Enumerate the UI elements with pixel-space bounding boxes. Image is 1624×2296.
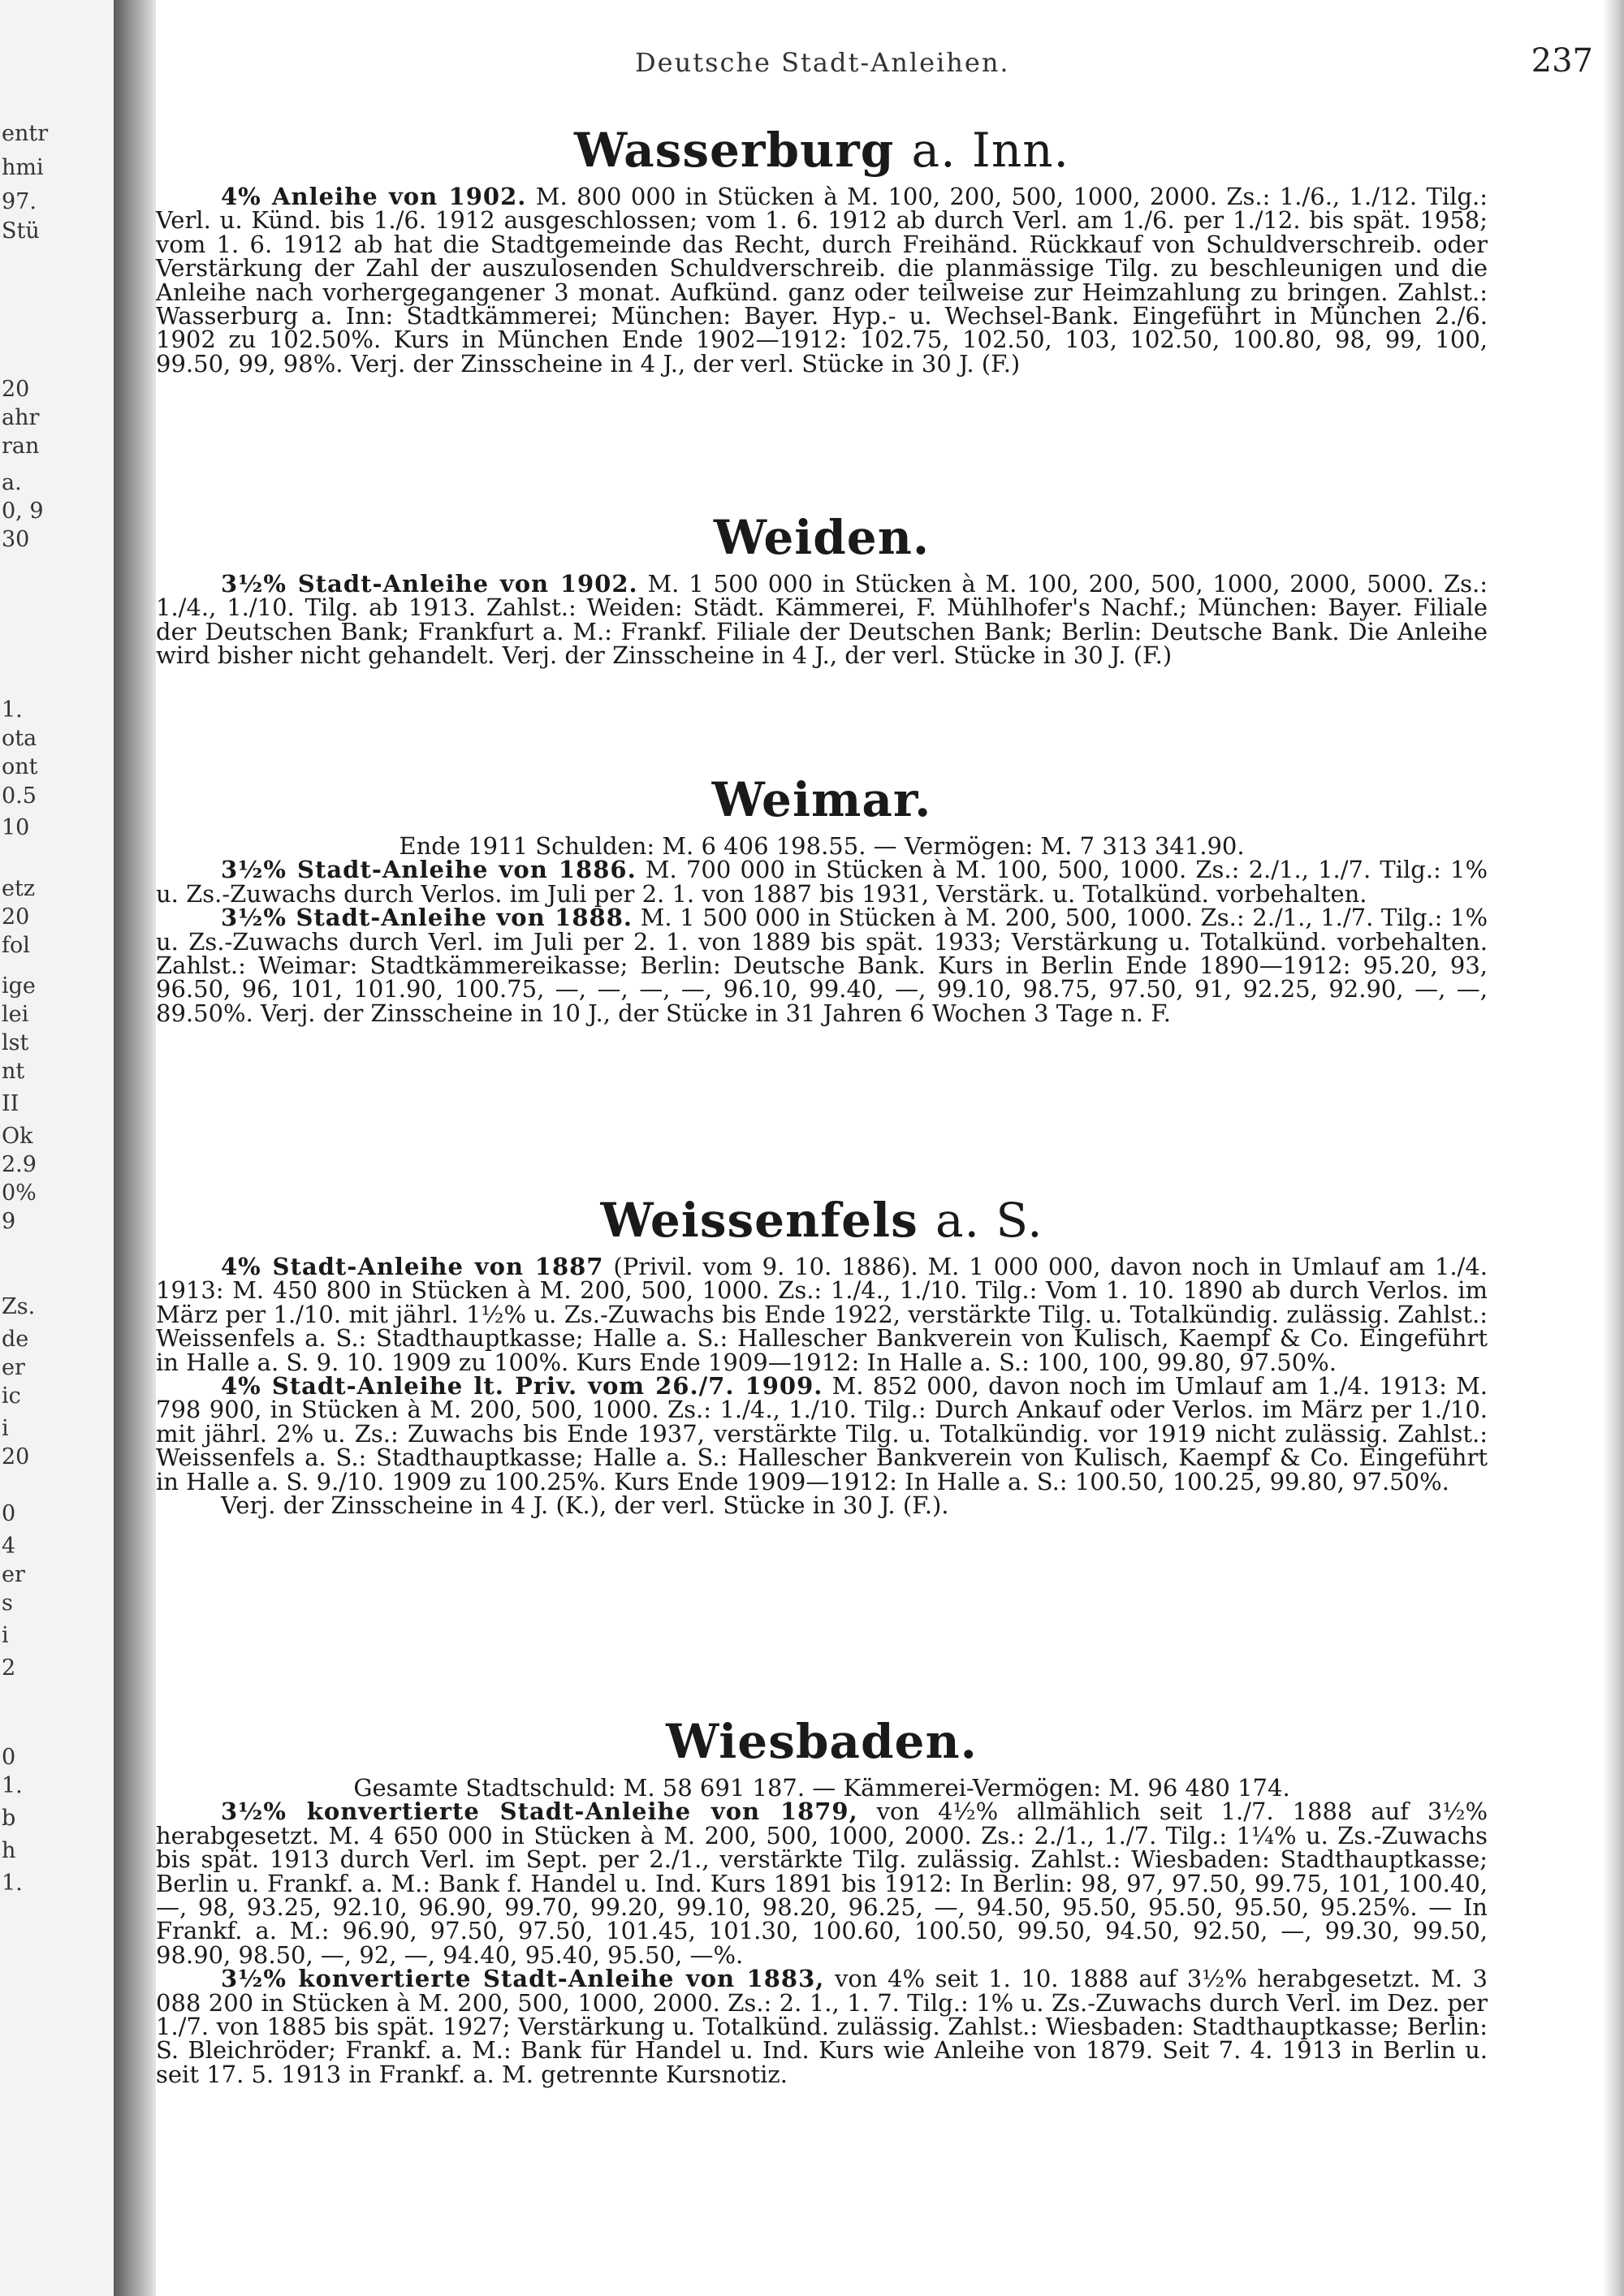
- margin-fragment: 2: [2, 1655, 16, 1681]
- city-heading: [156, 1713, 1488, 1770]
- running-head: Deutsche Stadt-Anleihen.: [635, 47, 1010, 78]
- finance-summary: Gesamte Stadtschuld: M. 58 691 187. — Kämmerei-Vermögen: M. 96 480 174.: [353, 1774, 1290, 1802]
- page-number: 237: [1531, 42, 1593, 80]
- margin-fragment: 0.5: [2, 783, 37, 809]
- loan-text: M. 700 000 in Stücken à M. 100, 500, 1000. Zs.: 2./1., 1./7. Tilg.: 1% u. Zs.-Zuwachs durch Verlos. im Juli per 2. 1. von 1887 bis 1931, Verstärk. u. Totalkünd. vorbehalten.: [156, 856, 1488, 908]
- margin-fragment: 4: [2, 1534, 16, 1559]
- margin-fragment: ota: [2, 726, 37, 751]
- city-name: Weiden.: [713, 510, 931, 565]
- city-name: Weissenfels: [600, 1193, 918, 1248]
- book-gutter: [114, 0, 156, 2296]
- section-wiesbaden: [156, 1713, 1488, 2087]
- city-suffix: a. S.: [935, 1193, 1043, 1248]
- loan-entry: [156, 1255, 1488, 1375]
- loan-entry: [156, 185, 1488, 376]
- section-footer: Verj. der Zinsscheine in 4 J. (K.), der verl. Stücke in 30 J. (F.).: [221, 1491, 949, 1520]
- margin-fragment: i: [2, 1623, 9, 1648]
- loan-entry: [156, 1800, 1488, 1967]
- loan-title: 4% Anleihe von 1902.: [221, 183, 527, 210]
- margin-fragment: 0: [2, 1501, 16, 1526]
- city-name: Weimar.: [711, 772, 932, 827]
- margin-fragment: lst: [2, 1030, 29, 1055]
- loan-title: 3½% Stadt-Anleihe von 1902.: [221, 570, 638, 598]
- margin-fragment: etz: [2, 876, 36, 901]
- section-weimar: [156, 771, 1488, 1025]
- margin-fragment: 0%: [2, 1180, 37, 1206]
- margin-fragment: 20: [2, 377, 30, 402]
- margin-fragment: b: [2, 1806, 16, 1831]
- finance-summary: Ende 1911 Schulden: M. 6 406 198.55. — Vermögen: M. 7 313 341.90.: [399, 832, 1245, 860]
- loan-text: von 4% seit 1. 10. 1888 auf 3½% herabgesetzt. M. 3 088 200 in Stücken à M. 200, 500, 1000, 2000. Zs.: 2. 1., 1. 7. Tilg.: 1% u. Zs.-Zuwachs durch Verl. im Dez. per 1./7. von 1885 bis spät. 1927; Verstärkung u. Totalkünd. zulässig. Zahlst.: Wiesbaden: Stadthauptkasse; Berlin: S. Bleichröder; Frankf. a. M.: Bank für Handel u. Ind. Kurs wie Anleihe von 1879. Seit 7. 4. 1913 in Berlin u. seit 17. 5. 1913 in Frankf. a. M. getrennte Kursnotiz.: [156, 1965, 1488, 2088]
- loan-title: 3½% Stadt-Anleihe von 1886.: [221, 856, 637, 884]
- loan-text: M. 1 500 000 in Stücken à M. 200, 500, 1000. Zs.: 2./1., 1./7. Tilg.: 1% u. Zs.-Zuwachs durch Verl. im Juli per 2. 1. von 1889 bis spät. 1933; Verstärkung u. Totalkünd. vorbehalten. Zahlst.: Weimar: Stadtkämmereikasse; Berlin: Deutsche Bank. Kurs in Berlin Ende 1890—1912: 95.20, 93, 96.50, 96, 101, 101.90, 100.75, —, —, —, —, 96.10, 99.40, —, 99.10, 98.75, 97.50, 91, 92.25, 92.90, —, —, 89.50%. Verj. der Zinsscheine in 10 J., der Stücke in 31 Jahren 6 Wochen 3 Tage n. F.: [156, 904, 1488, 1027]
- margin-fragment: ran: [2, 434, 40, 459]
- left-page-margin: [0, 0, 114, 2296]
- section-weiden: [156, 509, 1488, 668]
- margin-fragment: ige: [2, 973, 36, 999]
- city-heading: [156, 509, 1488, 566]
- loan-title: 3½% Stadt-Anleihe von 1888.: [221, 904, 633, 932]
- margin-fragment: II: [2, 1091, 19, 1116]
- loan-entry: [156, 572, 1488, 668]
- city-suffix: a. Inn.: [911, 123, 1069, 178]
- margin-fragment: 1.: [2, 697, 23, 723]
- city-heading: [156, 771, 1488, 828]
- margin-fragment: er: [2, 1355, 25, 1380]
- loan-text: M. 1 500 000 in Stücken à M. 100, 200, 500, 1000, 2000, 5000. Zs.: 1./4., 1./10. Tilg. ab 1913. Zahlst.: Weiden: Städt. Kämmerei, F. Mühlhofer's Nachf.; München: Bayer. Filiale der Deutschen Bank; Frankfurt a. M.: Frankf. Filiale der Deutschen Bank; Berlin: Deutsche Bank. Die Anleihe wird bisher nicht gehandelt. Verj. der Zinsscheine in 4 J., der verl. Stücke in 30 J. (F.): [156, 570, 1488, 670]
- margin-fragment: 10: [2, 815, 30, 840]
- margin-fragment: entr: [2, 121, 49, 146]
- loan-entry: [156, 906, 1488, 1025]
- city-name: Wiesbaden.: [666, 1714, 978, 1769]
- margin-fragment: 2.9: [2, 1152, 37, 1177]
- margin-fragment: 1.: [2, 1871, 23, 1896]
- margin-fragment: 20: [2, 904, 30, 930]
- loan-text: von 4½% allmählich seit 1./7. 1888 auf 3½% herabgesetzt. M. 4 650 000 in Stücken à M. 200, 500, 1000, 2000. Zs.: 2./1., 1./7. Tilg.: 1¼% u. Zs.-Zuwachs bis spät. 1913 durch Verl. im Sept. per 2./1., verstärkte Tilg. zulässig. Zahlst.: Wiesbaden: Stadthauptkasse; Berlin u. Frankf. a. M.: Bank f. Handel u. Ind. Kurs 1891 bis 1912: In Berlin: 98, 97, 97.50, 99.75, 101, 100.40, —, 98, 93.25, 92.10, 96.90, 99.70, 99.20, 99.10, 98.20, 96.25, —, 94.50, 95.50, 95.50, 95.50, 95.25%. — In Frankf. a. M.: 96.90, 97.50, 97.50, 101.45, 101.30, 100.60, 100.50, 99.50, 94.50, 92.50, —, 99.30, 99.50, 98.90, 98.50, —, 92, —, 94.40, 95.40, 95.50, —%.: [156, 1798, 1488, 1969]
- margin-fragment: ont: [2, 754, 38, 779]
- margin-fragment: 0, 9: [2, 498, 44, 524]
- margin-fragment: Ok: [2, 1124, 33, 1149]
- margin-fragment: hmi: [2, 155, 44, 180]
- margin-fragment: ic: [2, 1383, 21, 1409]
- margin-fragment: er: [2, 1562, 25, 1587]
- city-heading: [156, 122, 1488, 179]
- loan-text: M. 852 000, davon noch im Umlauf am 1./4. 1913: M. 798 900, in Stücken à M. 200, 500, 1000. Zs.: 1./4., 1./10. Tilg.: Durch Ankauf oder Verlos. im März per 1./10. mit jährl. 2% u. Zs.: Zuwachs bis Ende 1937, verstärkte Tilg. u. Totalkündig. vor 1919 nicht zulässig. Zahlst.: Weissenfels a. S.: Stadthauptkasse; Halle a. S.: Hallescher Bankverein von Kulisch, Kaempf & Co. Eingeführt in Halle a. S. 9./10. 1909 zu 100.25%. Kurs Ende 1909—1912: In Halle a. S.: 100.50, 100.25, 99.80, 97.50%.: [156, 1372, 1488, 1495]
- margin-fragment: 30: [2, 527, 30, 552]
- page-edge: [1603, 0, 1624, 2296]
- loan-entry: [156, 1967, 1488, 2087]
- loan-title: 3½% konvertierte Stadt-Anleihe von 1883,: [221, 1965, 825, 1993]
- margin-fragment: 0: [2, 1745, 16, 1770]
- margin-fragment: Stü: [2, 218, 40, 244]
- margin-fragment: fol: [2, 933, 30, 958]
- book-page: [156, 0, 1601, 2296]
- margin-fragment: nt: [2, 1059, 25, 1084]
- margin-fragment: Zs.: [2, 1294, 36, 1319]
- section-weissenfels: [156, 1192, 1488, 1520]
- loan-title: 3½% konvertierte Stadt-Anleihe von 1879,: [221, 1798, 858, 1826]
- margin-fragment: h: [2, 1838, 16, 1863]
- margin-fragment: 97.: [2, 189, 37, 214]
- margin-fragment: a.: [2, 470, 22, 495]
- margin-fragment: i: [2, 1416, 9, 1441]
- margin-fragment: 20: [2, 1444, 30, 1470]
- city-heading: [156, 1192, 1488, 1249]
- loan-title: 4% Stadt-Anleihe von 1887: [221, 1253, 604, 1280]
- loan-text: M. 800 000 in Stücken à M. 100, 200, 500, 1000, 2000. Zs.: 1./6., 1./12. Tilg.: Verl. u. Künd. bis 1./6. 1912 ausgeschlossen; vom 1. 6. 1912 ab durch Verl. am 1./6. per 1./12. bis spät. 1958; vom 1. 6. 1912 ab hat die Stadtgemeinde das Recht, durch Freihänd. Rückkauf von Schuldverschreib. oder Verstärkung der Zahl der auszulosenden Schuldverschreib. die planmässige Tilg. zu beschleunigen und die Anleihe nach vorhergegangener 3 monat. Aufkünd. ganz oder teilweise zur Heimzahlung zu bringen. Zahlst.: Wasserburg a. Inn: Stadtkämmerei; München: Bayer. Hyp.- u. Wechsel-Bank. Eingeführt in München 2./6. 1902 zu 102.50%. Kurs in München Ende 1902—1912: 102.75, 102.50, 103, 102.50, 100.80, 98, 99, 100, 99.50, 99, 98%. Verj. der Zinsscheine in 4 J., der verl. Stücke in 30 J. (F.): [156, 183, 1488, 378]
- margin-fragment: 1.: [2, 1773, 23, 1798]
- margin-fragment: ahr: [2, 405, 40, 430]
- margin-fragment: s: [2, 1590, 13, 1616]
- margin-fragment: de: [2, 1327, 29, 1352]
- margin-fragment: lei: [2, 1002, 29, 1027]
- margin-fragment: 9: [2, 1209, 16, 1234]
- city-name: Wasserburg: [574, 123, 895, 178]
- section-wasserburg: [156, 122, 1488, 376]
- loan-entry: [156, 858, 1488, 906]
- loan-title: 4% Stadt-Anleihe lt. Priv. vom 26./7. 1909.: [221, 1372, 823, 1400]
- loan-text: (Privil. vom 9. 10. 1886). M. 1 000 000, davon noch in Umlauf am 1./4. 1913: M. 450 800 in Stücken à M. 200, 500, 1000. Zs.: 1./4., 1./10. Tilg.: Vom 1. 10. 1890 ab durch Verlos. im März per 1./10. mit jährl. 1½% u. Zs.-Zuwachs bis Ende 1922, verstärkte Tilg. u. Totalkündig. zulässig. Zahlst.: Weissenfels a. S.: Stadthauptkasse; Halle a. S.: Hallescher Bankverein von Kulisch, Kaempf & Co. Eingeführt in Halle a. S. 9. 10. 1909 zu 100%. Kurs Ende 1909—1912: In Halle a. S.: 100, 100, 99.80, 97.50%.: [156, 1253, 1488, 1376]
- loan-entry: [156, 1372, 1488, 1495]
